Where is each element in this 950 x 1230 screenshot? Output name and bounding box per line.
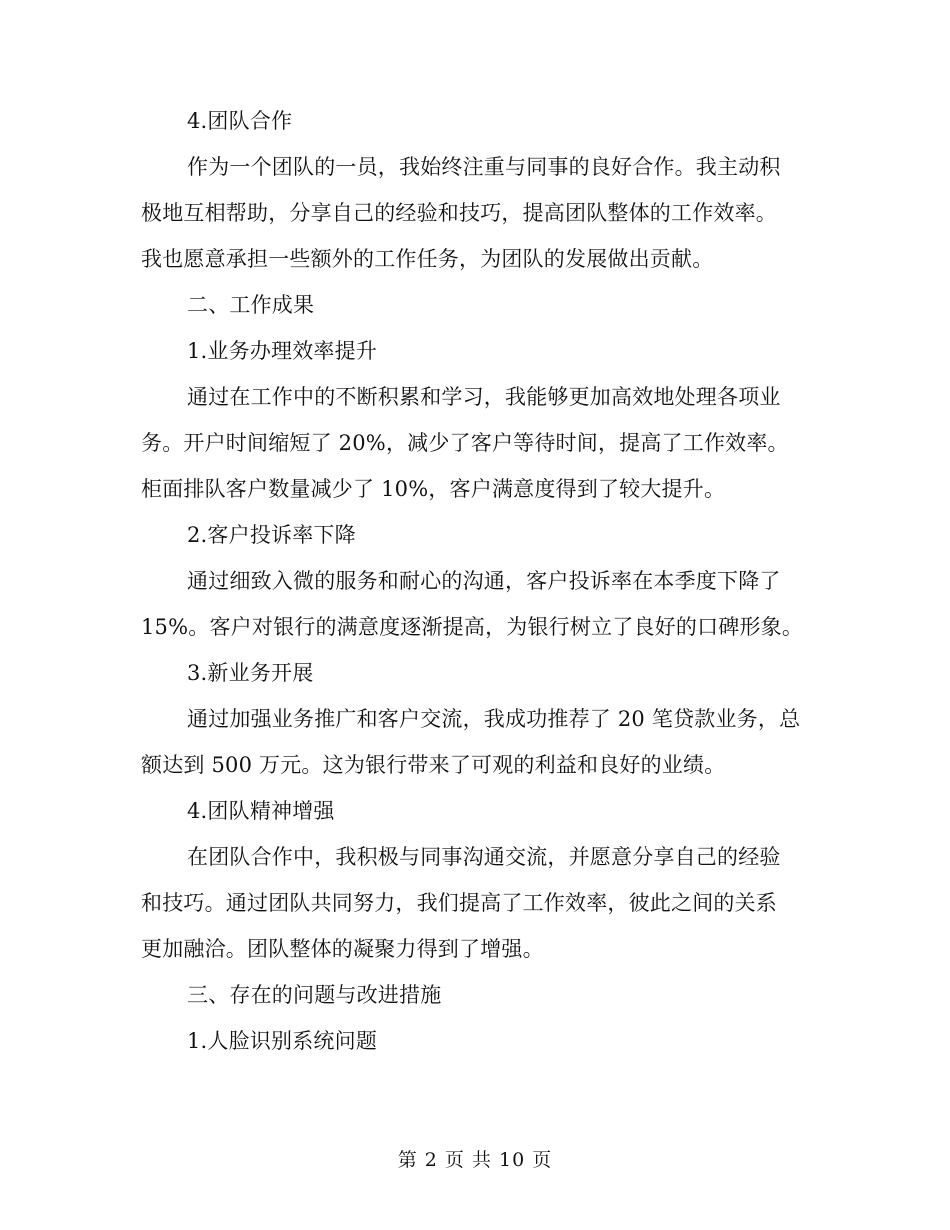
paragraph-line: 额达到 500 万元。这为银行带来了可观的利益和良好的业绩。 <box>141 753 726 777</box>
paragraph-line: 极地互相帮助，分享自己的经验和技巧，提高团队整体的工作效率。 <box>141 201 777 225</box>
section-heading: 4.团队精神增强 <box>187 799 335 823</box>
page-footer: 第 2 页 共 10 页 <box>397 1149 553 1171</box>
document-body <box>141 98 806 1064</box>
paragraph-line: 通过细致入微的服务和耐心的沟通，客户投诉率在本季度下降了 <box>187 569 781 593</box>
paragraph-line: 15%。客户对银行的满意度逐渐提高，为银行树立了良好的口碑形象。 <box>141 615 804 639</box>
paragraph-line: 更加融洽。团队整体的凝聚力得到了增强。 <box>141 937 544 961</box>
paragraph-line: 通过加强业务推广和客户交流，我成功推荐了 20 笔贷款业务，总 <box>187 707 801 731</box>
paragraph-line: 和技巧。通过团队共同努力，我们提高了工作效率，彼此之间的关系 <box>141 891 777 915</box>
section-heading: 3.新业务开展 <box>187 661 314 685</box>
section-heading: 4.团队合作 <box>187 109 293 133</box>
section-heading: 2.客户投诉率下降 <box>187 523 356 547</box>
paragraph-line: 在团队合作中，我积极与同事沟通交流，并愿意分享自己的经验 <box>187 845 781 869</box>
paragraph-line: 我也愿意承担一些额外的工作任务，为团队的发展做出贡献。 <box>141 247 714 271</box>
section-heading: 三、存在的问题与改进措施 <box>187 983 442 1007</box>
paragraph-line: 务。开户时间缩短了 20%，减少了客户等待时间，提高了工作效率。 <box>141 431 789 455</box>
section-heading: 1.人脸识别系统问题 <box>187 1029 378 1053</box>
paragraph-line: 作为一个团队的一员，我始终注重与同事的良好合作。我主动积 <box>187 155 781 179</box>
paragraph-line: 柜面排队客户数量减少了 10%，客户满意度得到了较大提升。 <box>141 477 726 501</box>
section-heading: 1.业务办理效率提升 <box>187 339 378 363</box>
section-heading: 二、工作成果 <box>187 293 315 317</box>
paragraph-line: 通过在工作中的不断积累和学习，我能够更加高效地处理各项业 <box>187 385 781 409</box>
